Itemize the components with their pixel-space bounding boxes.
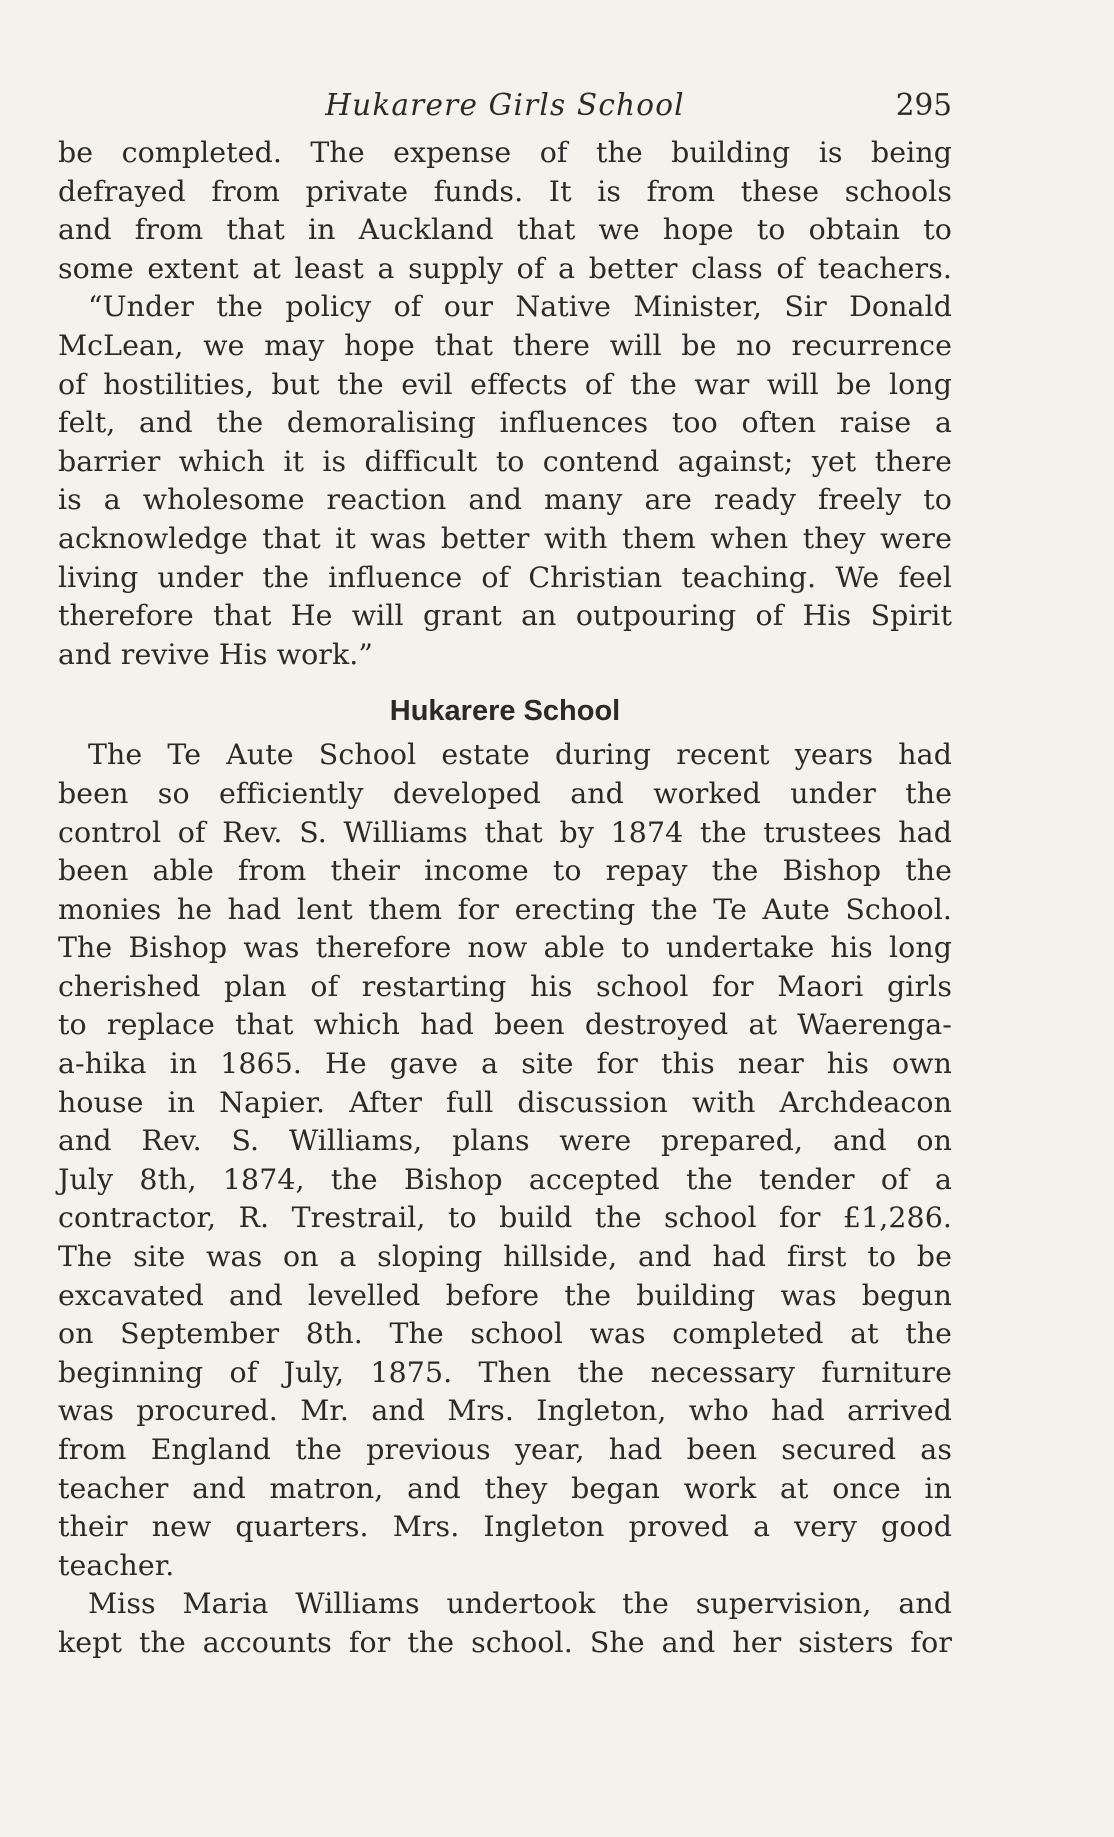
text-line: from England the previous year, had been secured as [58,1433,952,1466]
page-number: 295 [895,88,952,122]
text-line: defrayed from private funds. It is from these schools [58,174,952,208]
text-line: and from that in Auckland that we hope to obtain to [58,213,952,247]
book-page [58,76,952,1663]
section-heading: Hukarere School [389,695,621,728]
text-line: “Under the policy of our Native Minister, Sir Donald [88,290,952,324]
text-line: been able from their income to repay the Bishop the [58,854,952,888]
running-header [58,76,952,134]
text-line: be completed. The expense of the building is being [58,136,952,169]
text-line: therefore that He will grant an outpouring of His Spirit [58,599,952,633]
text-line: beginning of July, 1875. Then the necessary furniture [58,1355,952,1389]
text-line: control of Rev. S. Williams that by 1874 the trustees had [58,815,952,849]
text-line: The site was on a sloping hillside, and had first to be [58,1240,952,1274]
paragraph [58,134,952,288]
text-line: The Te Aute School estate during recent years had [88,738,952,772]
text-line: acknowledge that it was better with them when they were [58,521,952,555]
text-line: contractor, R. Trestrail, to build the school for £1,286. [58,1201,952,1235]
body-text [58,134,952,1663]
text-line: teacher. [58,1548,175,1582]
text-line: felt, and the demoralising influences too often raise a [58,406,952,440]
text-line: was procured. Mr. and Mrs. Ingleton, who had arrived [58,1394,952,1428]
text-line: McLean, we may hope that there will be no recurrence [58,328,952,362]
text-line: to replace that which had been destroyed at Waerenga- [58,1008,952,1042]
text-line: on September 8th. The school was completed at the [58,1317,952,1351]
text-line: Miss Maria Williams undertook the supervision, and [88,1587,952,1621]
text-line: of hostilities, but the evil effects of the war will be long [58,367,952,401]
running-title: Hukarere Girls School [325,88,685,122]
text-line: their new quarters. Mrs. Ingleton proved a very good [58,1510,952,1544]
text-line: barrier which it is difficult to contend against; yet there [58,444,952,478]
text-line: is a wholesome reaction and many are ready freely to [58,483,952,517]
text-line: and Rev. S. Williams, plans were prepared, and on [58,1124,952,1158]
text-line: cherished plan of restarting his school for Maori girls [58,969,952,1003]
text-line: a-hika in 1865. He gave a site for this near his own [58,1047,952,1081]
text-line: July 8th, 1874, the Bishop accepted the tender of a [58,1162,952,1196]
paragraph [58,288,952,674]
text-line: living under the influence of Christian teaching. We feel [58,560,952,594]
text-line: The Bishop was therefore now able to undertake his long [58,931,952,965]
paragraph [58,1585,952,1662]
paragraph [58,736,952,1585]
text-line: excavated and levelled before the building was begun [58,1278,952,1312]
text-line: kept the accounts for the school. She and her sisters for [58,1625,952,1659]
text-line: monies he had lent them for erecting the Te Aute School. [58,892,952,926]
text-line: some extent at least a supply of a better class of teachers. [58,251,952,285]
text-line: been so efficiently developed and worked under the [58,776,952,810]
text-line: house in Napier. After full discussion with Archdeacon [58,1085,952,1119]
text-line: and revive His work.” [58,637,374,671]
text-line: teacher and matron, and they began work at once in [58,1471,952,1505]
